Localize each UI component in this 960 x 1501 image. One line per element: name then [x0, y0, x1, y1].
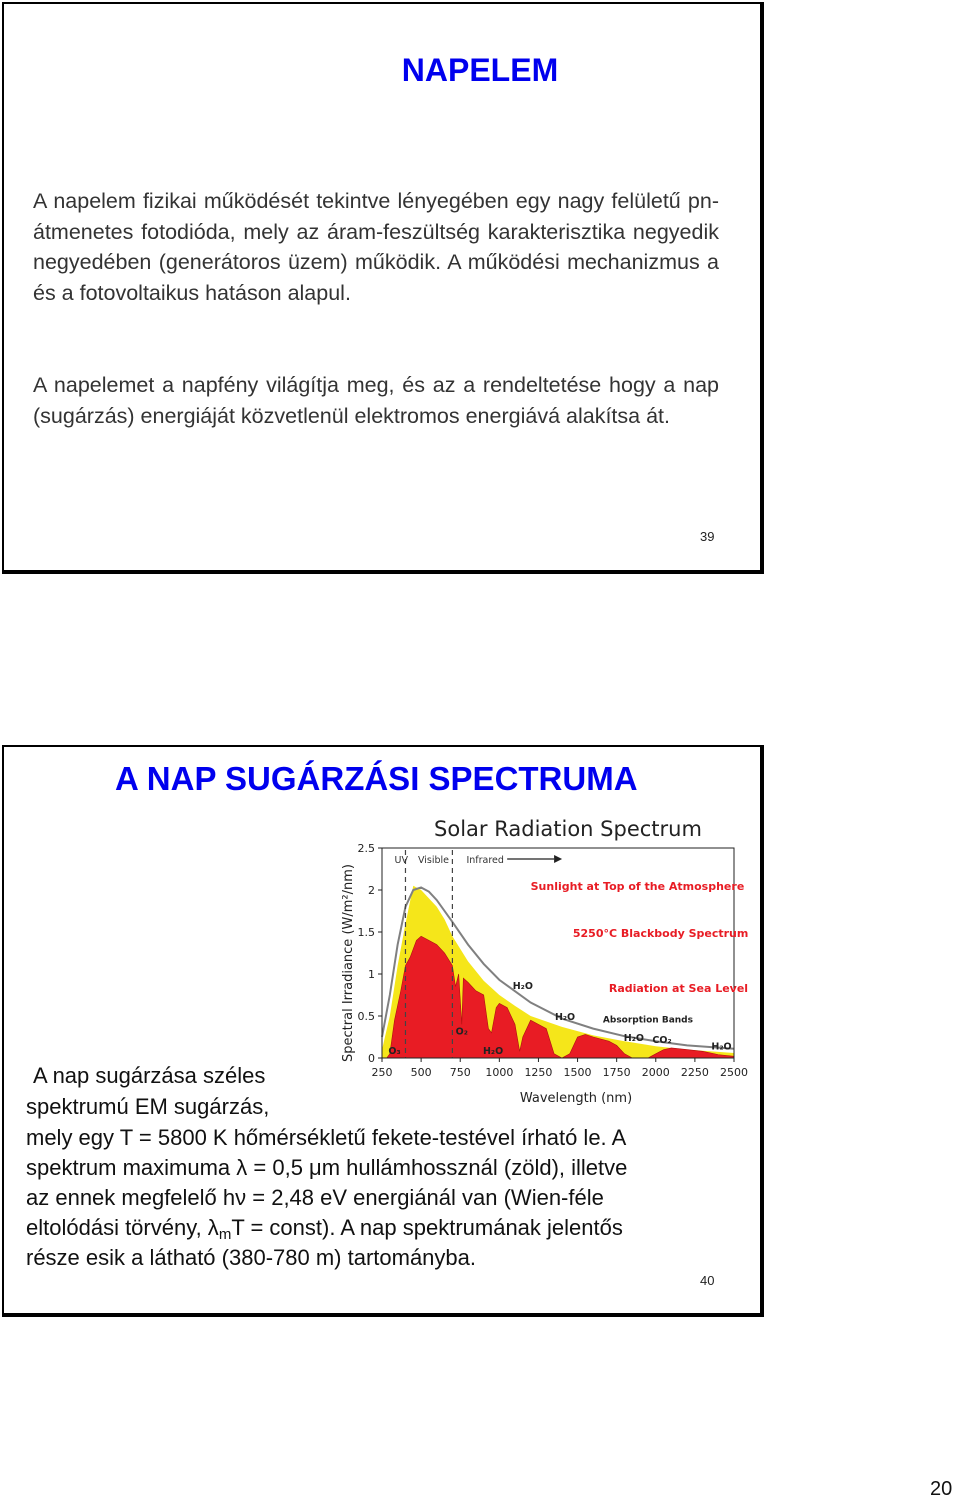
- x-tick-label: 250: [371, 1066, 393, 1079]
- infrared-arrow-head: [554, 855, 562, 863]
- chart-title: Solar Radiation Spectrum: [434, 817, 702, 841]
- absorption-annotation: H₂O: [482, 1045, 504, 1057]
- absorption-annotation: O₂: [455, 1026, 468, 1038]
- x-tick-label: 750: [449, 1066, 471, 1079]
- x-tick-label: 1750: [602, 1066, 631, 1079]
- y-tick-label: 1: [368, 968, 375, 981]
- series-label-sea-level: Radiation at Sea Level: [608, 982, 749, 995]
- text-line: spektrumú EM sugárzás,: [26, 1094, 270, 1119]
- text-line: A nap sugárzása széles: [33, 1063, 266, 1088]
- text-fragment: eltolódási törvény, λ: [26, 1215, 219, 1240]
- x-tick-label: 2500: [720, 1066, 748, 1079]
- absorption-annotation: CO₂: [652, 1034, 672, 1046]
- absorption-annotation: Absorption Bands: [602, 1015, 694, 1026]
- y-tick-label: 1.5: [357, 926, 375, 939]
- x-tick-label: 1500: [563, 1066, 592, 1079]
- solar-spectrum-chart: [330, 810, 750, 1120]
- paragraph: A napelemet a napfény világítja meg, és az a rendeltetése hogy a nap (sugárzás) energiáját közvetlenül elektromos energiává alakítsa át.: [33, 373, 719, 428]
- absorption-annotation: H₂O: [512, 981, 533, 993]
- x-tick-label: 2250: [680, 1066, 709, 1079]
- slide-page-number: 39: [700, 529, 715, 544]
- x-tick-label: 500: [410, 1066, 432, 1079]
- text-line: spektrum maximuma λ = 0,5 μm hullámhossznál (zöld), illetve: [26, 1155, 628, 1180]
- region-label: UV: [394, 855, 408, 866]
- x-axis-label: Wavelength (nm): [519, 1091, 633, 1106]
- series-label-blackbody: 5250°C Blackbody Spectrum: [572, 927, 749, 940]
- text-fragment: T = const). A nap spektrumának jelentős: [231, 1215, 623, 1240]
- text-line: mely egy T = 5800 K hőmérsékletű fekete-testével írható le. A: [26, 1125, 627, 1150]
- region-label: Visible: [417, 855, 450, 866]
- x-tick-label: 1250: [524, 1066, 553, 1079]
- slide-page-number: 40: [700, 1273, 715, 1288]
- absorption-annotation: H₂O: [623, 1033, 644, 1045]
- paragraph: A napelem fizikai működését tekintve lényegében egy nagy felületű pn-átmenetes fotodióda, mely az áram-feszültség karakterisztika negyedik negyedében (generátoros üzem) működik. A működési mechanizmus a és a fotovoltaikus hatáson alapul.: [33, 189, 719, 305]
- y-tick-label: 0: [368, 1052, 375, 1065]
- series-label-top-of-atmosphere: Sunlight at Top of the Atmosphere: [530, 880, 745, 893]
- text-line: az ennek megfelelő hν = 2,48 eV energiánál van (Wien-féle: [26, 1185, 604, 1210]
- absorption-annotation: H₂O: [711, 1041, 732, 1053]
- slide-title: NAPELEM: [401, 52, 559, 88]
- x-tick-label: 2000: [641, 1066, 670, 1079]
- region-label: Infrared: [466, 855, 504, 866]
- y-axis-label: Spectral Irradiance (W/m²/nm): [341, 864, 356, 1062]
- absorption-annotation: H₂O: [554, 1012, 576, 1024]
- slide-title: A NAP SUGÁRZÁSI SPECTRUMA: [115, 760, 638, 797]
- y-tick-label: 0.5: [357, 1010, 375, 1023]
- y-tick-label: 2: [368, 884, 375, 897]
- sheet-page-number: 20: [930, 1478, 953, 1500]
- absorption-annotation: O₃: [388, 1045, 401, 1057]
- subscript: m: [218, 1226, 232, 1243]
- y-tick-label: 2.5: [357, 842, 375, 855]
- x-tick-label: 1000: [485, 1066, 514, 1079]
- text-line: része esik a látható (380-780 m) tartományba.: [26, 1245, 477, 1270]
